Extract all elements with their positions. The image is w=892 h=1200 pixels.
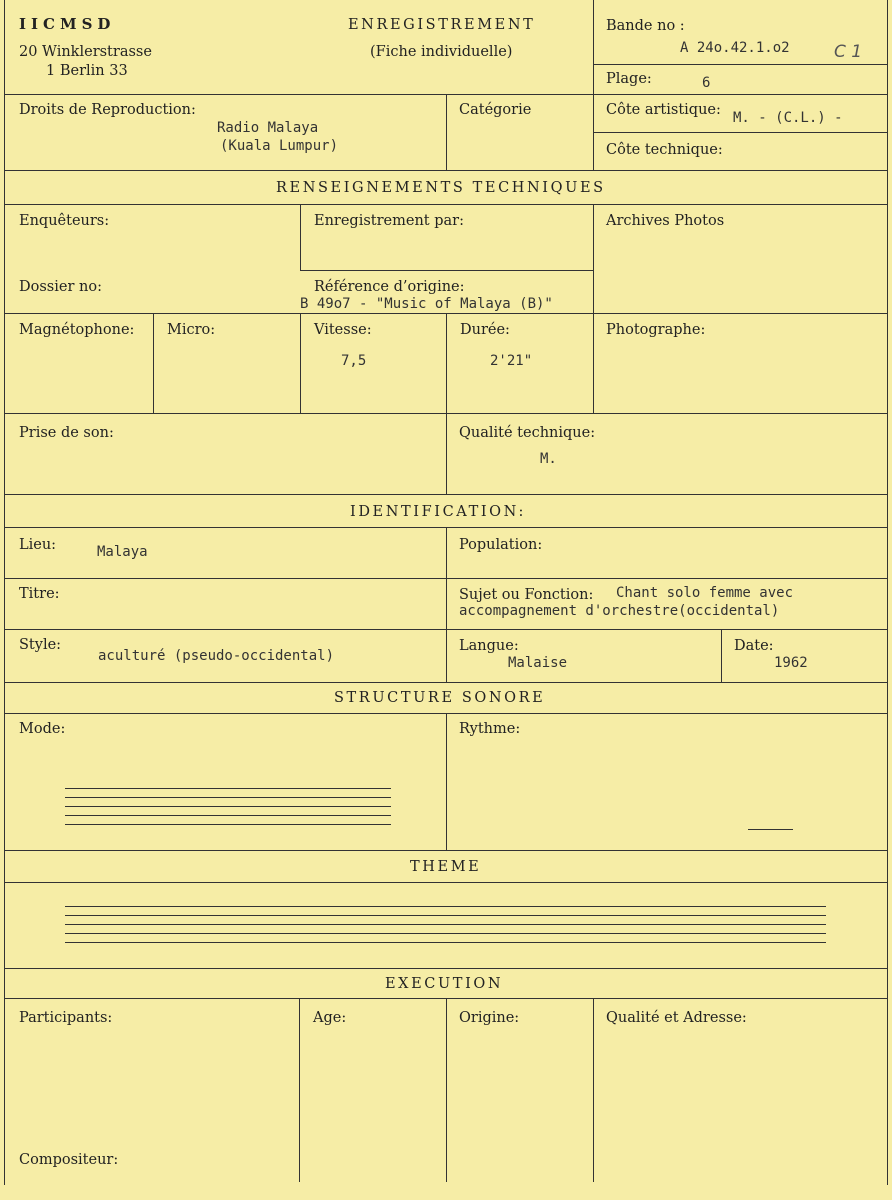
line-technical-bottom	[4, 494, 887, 495]
lieu-value: Malaya	[97, 544, 148, 560]
langue-label: Langue:	[459, 638, 519, 654]
cote-technique-label: Côte technique:	[606, 142, 723, 158]
org-logo: IICMSD	[19, 15, 116, 33]
date-divider	[721, 629, 722, 682]
dossier-label: Dossier no:	[19, 279, 102, 295]
categorie-label: Catégorie	[459, 102, 532, 118]
cote-artistique-value: M. - (C.L.) -	[733, 110, 843, 126]
cote-artistique-label: Côte artistique:	[606, 102, 721, 118]
mode-label: Mode:	[19, 721, 66, 737]
duree-divider	[446, 313, 447, 495]
qualite-divider	[593, 998, 594, 1182]
age-label: Age:	[313, 1010, 347, 1026]
enqueteurs-divider	[300, 204, 301, 270]
vitesse-divider	[300, 313, 301, 413]
qualite-technique-label: Qualité technique:	[459, 425, 596, 441]
card-title: ENREGISTREMENT	[348, 17, 536, 33]
right-border	[887, 0, 888, 1185]
line-bande	[593, 64, 887, 65]
line-structure-bottom	[4, 850, 887, 851]
enqueteurs-label: Enquêteurs:	[19, 213, 110, 229]
micro-divider	[153, 313, 154, 413]
droits-value-2: (Kuala Lumpur)	[220, 138, 339, 154]
lieu-label: Lieu:	[19, 537, 57, 553]
line-enregistrement	[300, 270, 593, 271]
reference-value: B 49o7 - "Music of Malaya (B)"	[300, 296, 553, 312]
qualite-technique-value: M.	[540, 451, 557, 467]
vitesse-label: Vitesse:	[314, 322, 372, 338]
identification-divider	[446, 527, 447, 682]
rythme-mark	[748, 829, 793, 830]
qualite-adresse-label: Qualité et Adresse:	[606, 1010, 747, 1026]
sujet-value-1: Chant solo femme avec	[616, 585, 794, 601]
bande-value: A 24o.42.1.o2	[680, 40, 790, 56]
archives-photos-label: Archives Photos	[606, 213, 725, 229]
categorie-divider	[446, 94, 447, 170]
line-identification-bottom	[4, 682, 887, 683]
bande-handwritten: C 1	[834, 42, 863, 62]
plage-label: Plage:	[606, 71, 652, 87]
technical-section-title: RENSEIGNEMENTS TECHNIQUES	[276, 180, 606, 196]
address-line-1: 20 Winklerstrasse	[19, 44, 152, 60]
line-cote	[593, 132, 887, 133]
header-divider	[593, 0, 594, 170]
structure-divider	[446, 713, 447, 850]
date-label: Date:	[734, 638, 774, 654]
sujet-value-2: accompagnement d'orchestre(occidental)	[459, 603, 780, 619]
line-magneto-bottom	[4, 413, 887, 414]
theme-section-title: THEME	[410, 859, 482, 875]
line-lieu-bottom	[4, 578, 887, 579]
card-subtitle: (Fiche individuelle)	[370, 44, 513, 60]
titre-label: Titre:	[19, 586, 60, 602]
age-divider	[299, 998, 300, 1182]
bande-label: Bande no :	[606, 18, 685, 34]
line-rights-bottom	[4, 170, 887, 171]
style-value: aculturé (pseudo-occidental)	[98, 648, 335, 664]
identification-section-title: IDENTIFICATION:	[350, 504, 526, 520]
line-theme-bottom	[4, 968, 887, 969]
rythme-label: Rythme:	[459, 721, 521, 737]
style-label: Style:	[19, 637, 62, 653]
prise-de-son-label: Prise de son:	[19, 425, 114, 441]
duree-value: 2'21"	[490, 353, 533, 369]
langue-value: Malaise	[508, 655, 568, 671]
population-label: Population:	[459, 537, 543, 553]
left-border	[4, 0, 5, 1185]
line-titre-bottom	[4, 629, 887, 630]
participants-label: Participants:	[19, 1010, 113, 1026]
structure-section-title: STRUCTURE SONORE	[334, 690, 546, 706]
magnetophone-label: Magnétophone:	[19, 322, 135, 338]
compositeur-label: Compositeur:	[19, 1152, 119, 1168]
duree-label: Durée:	[460, 322, 510, 338]
plage-value: 6	[702, 75, 711, 91]
sujet-label: Sujet ou Fonction:	[459, 587, 594, 603]
line-technical-title	[4, 204, 887, 205]
reference-label: Référence d’origine:	[314, 279, 465, 295]
line-theme-title	[4, 882, 887, 883]
droits-label: Droits de Reproduction:	[19, 102, 196, 118]
archives-divider	[593, 204, 594, 413]
date-value: 1962	[774, 655, 808, 671]
execution-section-title: EXECUTION	[385, 976, 504, 992]
address-line-2: 1 Berlin 33	[46, 63, 128, 79]
origine-label: Origine:	[459, 1010, 520, 1026]
origine-divider	[446, 998, 447, 1182]
photographe-label: Photographe:	[606, 322, 706, 338]
droits-value-1: Radio Malaya	[217, 120, 319, 136]
micro-label: Micro:	[167, 322, 216, 338]
vitesse-value: 7,5	[341, 353, 367, 369]
enregistrement-par-label: Enregistrement par:	[314, 213, 464, 229]
